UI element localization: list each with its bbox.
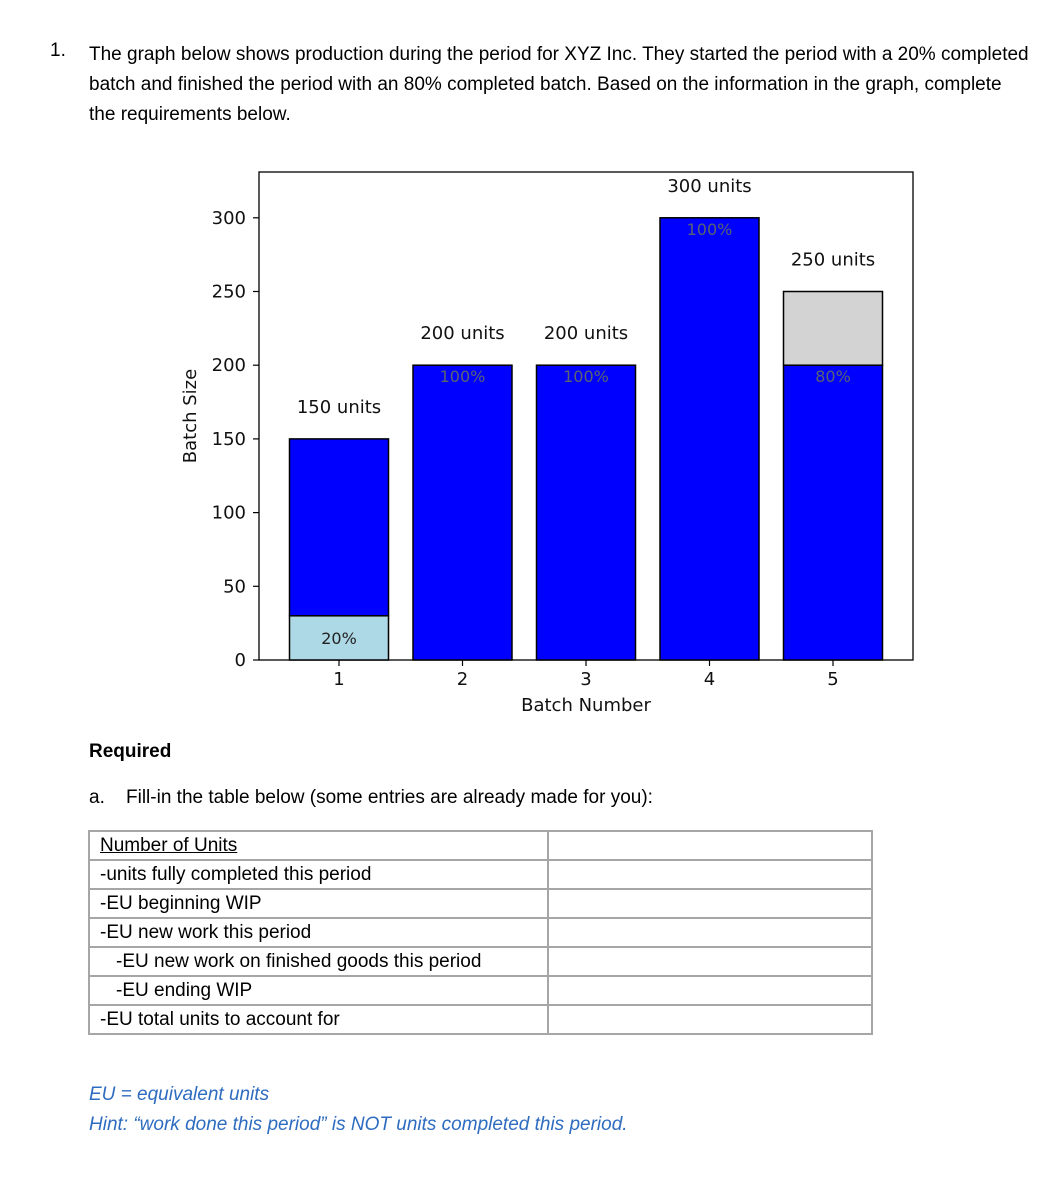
segment-label-batch-5: 80% bbox=[815, 367, 851, 387]
row-label-eu-beginning-wip: -EU beginning WIP bbox=[89, 889, 548, 918]
table-row bbox=[89, 1005, 872, 1034]
row-label-units-completed: -units fully completed this period bbox=[89, 860, 548, 889]
requirement-a bbox=[89, 787, 653, 809]
table-row bbox=[89, 889, 872, 918]
row-value-eu-new-work[interactable] bbox=[548, 918, 872, 947]
segment-label-batch-2: 100% bbox=[439, 367, 486, 387]
row-label-eu-new-work: -EU new work this period bbox=[89, 918, 548, 947]
hint-note: Hint: “work done this period” is NOT units completed this period. bbox=[89, 1114, 628, 1135]
y-tick-label: 0 bbox=[234, 650, 246, 671]
y-tick-label: 300 bbox=[211, 207, 246, 229]
y-axis-title: Batch Size bbox=[180, 368, 201, 464]
table-header-value-cell[interactable] bbox=[548, 831, 872, 860]
question-text: The graph below shows production during the period for XYZ Inc. They started the period with a 20% completed batch and finished the period with an 80% completed batch. Based on the information in the graph, complete the requirements below. bbox=[89, 44, 1029, 125]
x-tick-label: 2 bbox=[456, 669, 469, 690]
y-tick-label: 100 bbox=[211, 502, 246, 524]
bar-segment-batch-3 bbox=[537, 365, 636, 660]
bar-segment-batch-1 bbox=[290, 439, 389, 616]
bar-top-label-batch-1: 150 units bbox=[296, 396, 382, 418]
x-tick-label: 4 bbox=[703, 669, 716, 690]
notes bbox=[89, 1080, 628, 1140]
row-value-eu-new-work-finished-goods[interactable] bbox=[548, 947, 872, 976]
y-tick-label: 250 bbox=[211, 281, 246, 303]
bar-top-label-batch-5: 250 units bbox=[790, 249, 876, 271]
x-axis-title: Batch Number bbox=[521, 695, 651, 716]
segment-label-batch-4: 100% bbox=[686, 219, 733, 239]
y-tick-label: 200 bbox=[211, 355, 246, 377]
bar-top-label-batch-2: 200 units bbox=[420, 323, 505, 345]
table-row bbox=[89, 918, 872, 947]
requirement-a-text: Fill-in the table below (some entries are already made for you): bbox=[126, 787, 653, 808]
bar-segment-batch-4 bbox=[660, 218, 759, 660]
y-tick-label: 150 bbox=[211, 428, 246, 450]
table-header-cell bbox=[89, 831, 548, 860]
table-row bbox=[89, 860, 872, 889]
row-value-units-completed[interactable] bbox=[548, 860, 872, 889]
table-header: Number of Units bbox=[100, 834, 238, 856]
bar-segment-batch-5 bbox=[784, 365, 883, 660]
row-value-eu-ending-wip[interactable] bbox=[548, 976, 872, 1005]
question-number: 1. bbox=[50, 40, 66, 61]
table-row bbox=[89, 976, 872, 1005]
table-header-row bbox=[89, 831, 872, 860]
x-tick-label: 5 bbox=[827, 669, 839, 690]
requirement-a-letter: a. bbox=[89, 787, 105, 808]
row-label-eu-ending-wip: -EU ending WIP bbox=[89, 976, 548, 1005]
segment-label-batch-1: 20% bbox=[321, 628, 357, 648]
x-tick-label: 1 bbox=[333, 669, 345, 690]
table-row bbox=[89, 947, 872, 976]
row-label-eu-new-work-finished-goods: -EU new work on finished goods this period bbox=[89, 947, 548, 976]
row-label-eu-total: -EU total units to account for bbox=[89, 1005, 548, 1034]
y-tick-label: 50 bbox=[223, 576, 246, 598]
units-table bbox=[88, 830, 873, 1035]
bar-segment-batch-2 bbox=[413, 365, 512, 660]
x-tick-label: 3 bbox=[580, 669, 592, 690]
bar-segment-batch-5 bbox=[784, 292, 883, 366]
required-heading: Required bbox=[89, 741, 172, 762]
eu-definition-note: EU = equivalent units bbox=[89, 1084, 270, 1105]
segment-label-batch-3: 100% bbox=[563, 367, 609, 387]
row-value-eu-total[interactable] bbox=[548, 1005, 872, 1034]
row-value-eu-beginning-wip[interactable] bbox=[548, 889, 872, 918]
bar-top-label-batch-4: 300 units bbox=[667, 175, 752, 197]
bar-top-label-batch-3: 200 units bbox=[543, 323, 629, 345]
